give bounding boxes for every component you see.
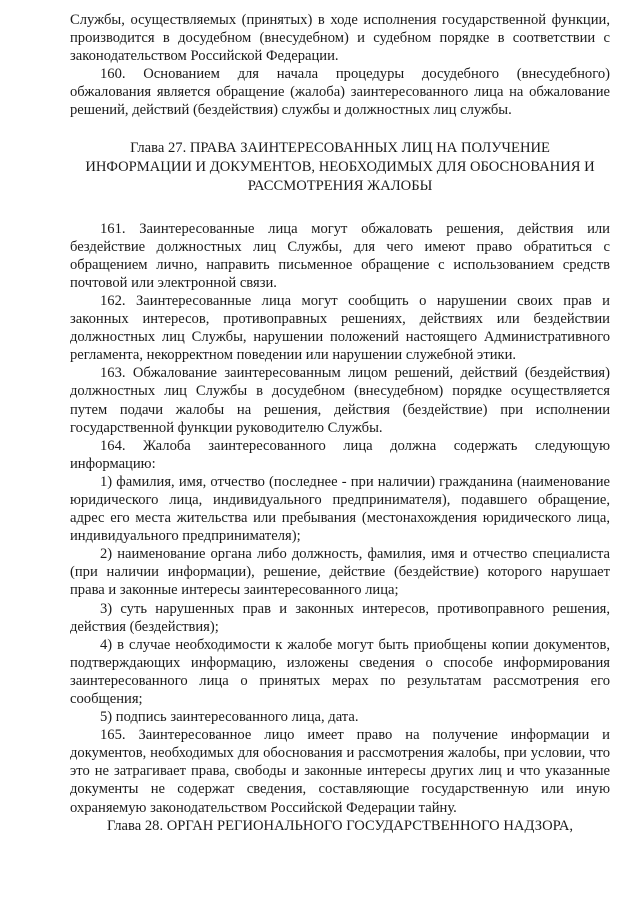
paragraph-163: 163. Обжалование заинтересованным лицом решений, действий (бездействия) должностных лиц Службы в досудебном (внесудебном) порядке осуществляется путем подачи жалобы на решения, действия (бездействие) при исполнении государственной функции руководителю Службы. xyxy=(70,365,610,436)
paragraph-161: 161. Заинтересованные лица могут обжаловать решения, действия или бездействие должностных лиц Службы, для чего имеют право обратиться с обращением лично, направить письменное обращение с использованием средств почтовой или электронной связи. xyxy=(70,220,610,291)
list-item-2: 2) наименование органа либо должность, фамилия, имя и отчество специалиста (при наличии информации), решение, действие (бездействие) которого нарушает права и законные интересы заинтересованного лица; xyxy=(70,546,610,599)
chapter-27-heading: Глава 27. ПРАВА ЗАИНТЕРЕСОВАННЫХ ЛИЦ НА ПОЛУЧЕНИЕ ИНФОРМАЦИИ И ДОКУМЕНТОВ, НЕОБХОДИМЫХ ДЛЯ ОБОСНОВАНИЯ И РАССМОТРЕНИЯ ЖАЛОБЫ xyxy=(85,139,595,194)
document-page xyxy=(70,11,610,836)
paragraph-164: 164. Жалоба заинтересованного лица должна содержать следующую информацию: xyxy=(70,437,610,472)
list-item-5: 5) подпись заинтересованного лица, дата. xyxy=(100,709,359,726)
spacer xyxy=(70,120,610,139)
chapter-28-heading: Глава 28. ОРГАН РЕГИОНАЛЬНОГО ГОСУДАРСТВЕННОГО НАДЗОРА, xyxy=(106,817,574,834)
paragraph-160: 160. Основанием для начала процедуры досудебного (внесудебного) обжалования является обращение (жалоба) заинтересованного лица на обжалование решений, действий (бездействия) службы и должностных лиц службы. xyxy=(70,66,610,119)
spacer xyxy=(70,196,610,220)
list-item-3: 3) суть нарушенных прав и законных интересов, противоправного решения, действия (бездействия); xyxy=(70,600,610,635)
list-item-1: 1) фамилия, имя, отчество (последнее - при наличии) гражданина (наименование юридического лица, индивидуального предпринимателя), подавшего обращение, адрес его места жительства или пребывания (местонахождения юридического лица, индивидуального предпринимателя); xyxy=(70,473,610,545)
paragraph-162: 162. Заинтересованные лица могут сообщить о нарушении своих прав и законных интересов, противоправных решениях, действиях или бездействии должностных лиц Службы, нарушении положений настоящего Административного регламента, некорректном поведении или нарушении служебной этики. xyxy=(70,292,610,364)
list-item-4: 4) в случае необходимости к жалобе могут быть приобщены копии документов, подтверждающих информацию, изложены сведения о способе информирования заинтересованного лица о принятых мерах по результатам рассмотрения его сообщения; xyxy=(70,636,610,707)
paragraph-165: 165. Заинтересованное лицо имеет право на получение информации и документов, необходимых для обоснования и рассмотрения жалобы, при условии, что это не затрагивает права, свободы и законные интересы других лиц и что указанные документы не содержат сведения, составляющие государственную или иную охраняемую законодательством Российской Федерации тайну. xyxy=(70,727,610,816)
paragraph-intro-end: Службы, осуществляемых (принятых) в ходе исполнения государственной функции, производится в досудебном (внесудебном) и судебном порядке в соответствии с законодательством Российской Федерации. xyxy=(70,12,610,65)
